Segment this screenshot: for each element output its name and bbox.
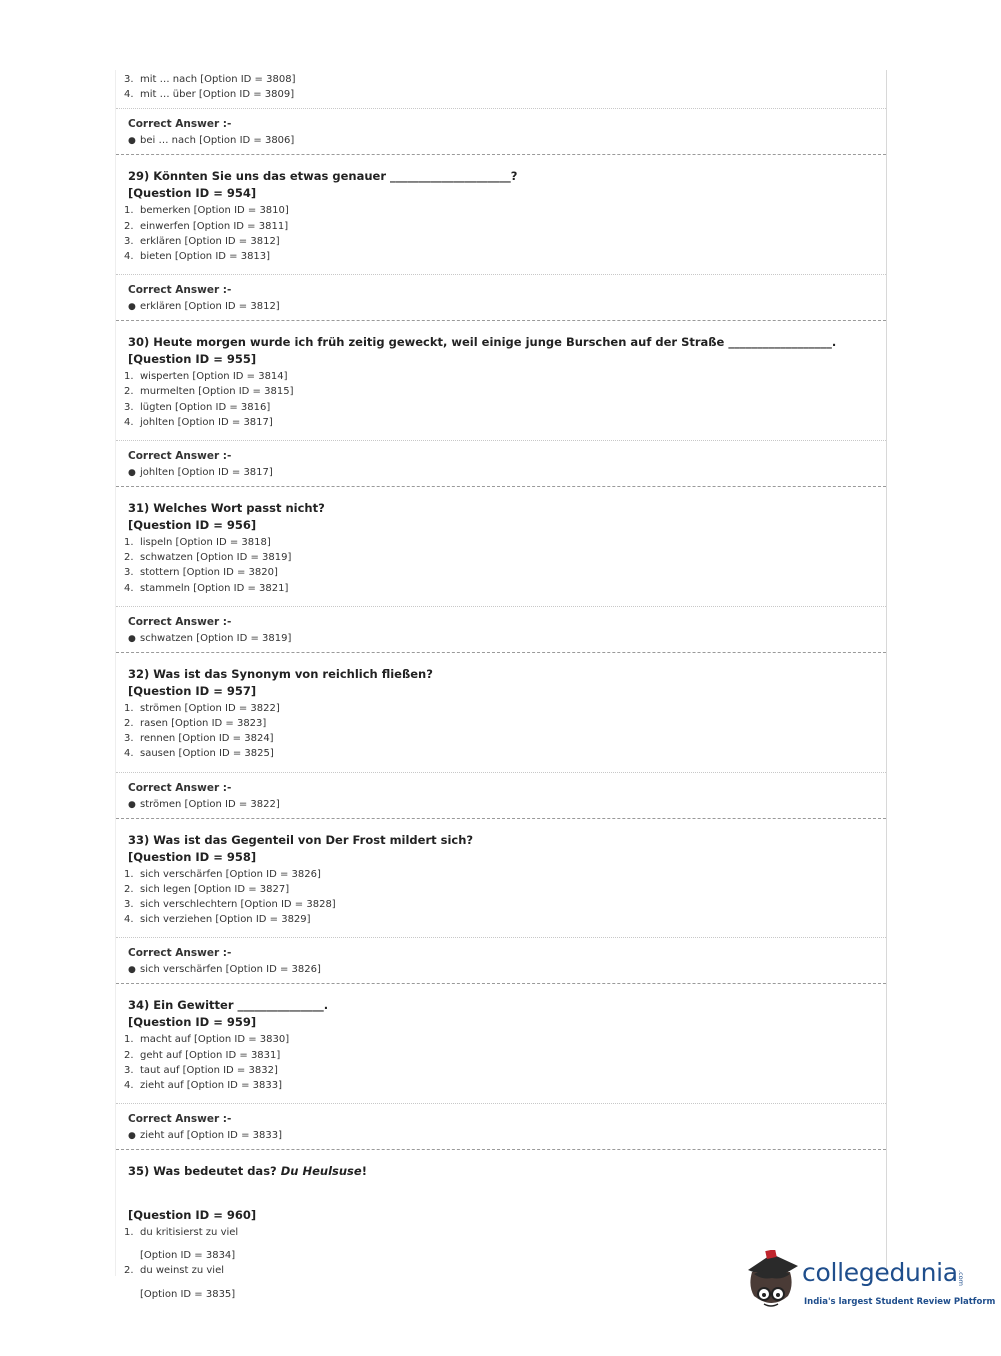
- correct-answer-label: Correct Answer :-: [128, 284, 232, 297]
- correct-answer-item: ● bei … nach [Option ID = 3806]: [128, 132, 886, 150]
- correct-answer-item: ● sich verschärfen [Option ID = 3826]: [128, 961, 886, 979]
- option-item: 1. du kritisierst zu viel: [124, 1227, 239, 1239]
- option-item: 2. murmelten [Option ID = 3815]: [124, 386, 294, 398]
- question-block: [116, 984, 886, 1097]
- option-item: 3. taut auf [Option ID = 3832]: [124, 1064, 278, 1076]
- question-block: [116, 819, 886, 932]
- question-block: [116, 653, 886, 766]
- option-item: 3. rennen [Option ID = 3824]: [124, 733, 274, 745]
- option-item: 4. zieht auf [Option ID = 3833]: [124, 1080, 282, 1092]
- question-block: [116, 487, 886, 600]
- option-item: 4. sich verziehen [Option ID = 3829]: [124, 914, 311, 926]
- question-text: 29) Könnten Sie uns das etwas genauer _____________________?: [128, 169, 518, 184]
- option-item: 4. johlten [Option ID = 3817]: [124, 416, 273, 428]
- carryover-options: [116, 70, 886, 102]
- correct-answer-block: [116, 108, 886, 154]
- correct-answer-item: ● johlten [Option ID = 3817]: [128, 464, 886, 482]
- logo-tagline: India's largest Student Review Platform: [804, 1297, 996, 1307]
- question-block: [116, 155, 886, 268]
- option-item: 2. geht auf [Option ID = 3831]: [124, 1049, 281, 1061]
- correct-answer-block: [116, 606, 886, 652]
- bullet-icon: ●: [128, 799, 136, 810]
- mascot-icon: [742, 1250, 804, 1316]
- option-id: [Option ID = 3834]: [140, 1250, 236, 1262]
- logo-domain: .com: [957, 1270, 965, 1286]
- question-text: 32) Was ist das Synonym von reichlich fließen?: [128, 666, 433, 681]
- option-item: 3. erklären [Option ID = 3812]: [124, 235, 280, 247]
- option-item: 1. macht auf [Option ID = 3830]: [124, 1034, 290, 1046]
- question-text: 30) Heute morgen wurde ich früh zeitig geweckt, weil einige junge Burschen auf der Straße __________________.: [128, 335, 837, 350]
- question-id: [Question ID = 957]: [128, 683, 257, 698]
- option-item: 2. rasen [Option ID = 3823]: [124, 718, 267, 730]
- bullet-icon: ●: [128, 633, 136, 644]
- option-item: 1. lispeln [Option ID = 3818]: [124, 537, 271, 549]
- correct-answer-label: Correct Answer :-: [128, 615, 232, 628]
- option-item: 3. stottern [Option ID = 3820]: [124, 567, 278, 579]
- correct-answer-item: ● zieht auf [Option ID = 3833]: [128, 1127, 886, 1145]
- bullet-icon: ●: [128, 965, 136, 976]
- option-item: 1. strömen [Option ID = 3822]: [124, 702, 280, 714]
- bullet-icon: ●: [128, 468, 136, 479]
- correct-answer-block: [116, 440, 886, 486]
- bullet-icon: ●: [128, 136, 136, 147]
- option-item: 4. mit … über [Option ID = 3809]: [124, 89, 295, 101]
- option-item: 2. einwerfen [Option ID = 3811]: [124, 220, 289, 232]
- option-item: 4. sausen [Option ID = 3825]: [124, 748, 274, 760]
- option-item: 3. sich verschlechtern [Option ID = 3828]: [124, 899, 336, 911]
- question-text: 33) Was ist das Gegenteil von Der Frost mildert sich?: [128, 832, 474, 847]
- question-id: [Question ID = 956]: [128, 518, 257, 533]
- correct-answer-item: ● strömen [Option ID = 3822]: [128, 796, 886, 814]
- correct-answer-block: [116, 772, 886, 818]
- option-id: [Option ID = 3835]: [140, 1288, 236, 1300]
- option-item: 2. du weinst zu viel: [124, 1265, 225, 1277]
- correct-answer-block: [116, 1103, 886, 1149]
- question-text: 31) Welches Wort passt nicht?: [128, 501, 325, 516]
- option-item: 4. stammeln [Option ID = 3821]: [124, 582, 289, 594]
- correct-answer-item: ● erklären [Option ID = 3812]: [128, 298, 886, 316]
- collegedunia-logo: [742, 1250, 996, 1320]
- bullet-icon: ●: [128, 302, 136, 313]
- option-item: 2. sich legen [Option ID = 3827]: [124, 883, 290, 895]
- option-item: 3. mit … nach [Option ID = 3808]: [124, 74, 296, 85]
- question-id: [Question ID = 960]: [128, 1208, 257, 1223]
- question-id: [Question ID = 958]: [128, 849, 257, 864]
- correct-answer-label: Correct Answer :-: [128, 781, 232, 794]
- question-id: [Question ID = 959]: [128, 1015, 257, 1030]
- correct-answer-label: Correct Answer :-: [128, 450, 232, 463]
- option-item: 1. wisperten [Option ID = 3814]: [124, 371, 288, 383]
- correct-answer-label: Correct Answer :-: [128, 1113, 232, 1126]
- question-id: [Question ID = 955]: [128, 352, 257, 367]
- correct-answer-label: Correct Answer :-: [128, 947, 232, 960]
- question-text: 34) Ein Gewitter _______________.: [128, 998, 329, 1013]
- option-item: 3. lügten [Option ID = 3816]: [124, 401, 271, 413]
- correct-answer-block: [116, 937, 886, 983]
- question-id: [Question ID = 954]: [128, 186, 257, 201]
- option-item: 1. sich verschärfen [Option ID = 3826]: [124, 868, 321, 880]
- correct-answer-block: [116, 274, 886, 320]
- question-block: [116, 321, 886, 434]
- bullet-icon: ●: [128, 1131, 136, 1142]
- option-item: 4. bieten [Option ID = 3813]: [124, 251, 271, 263]
- question-text: 35) Was bedeutet das? Du Heulsuse!: [128, 1164, 367, 1179]
- logo-wordmark: collegedunia: [802, 1258, 958, 1287]
- correct-answer-label: Correct Answer :-: [128, 118, 232, 131]
- option-item: 2. schwatzen [Option ID = 3819]: [124, 552, 292, 564]
- correct-answer-item: ● schwatzen [Option ID = 3819]: [128, 630, 886, 648]
- option-item: 1. bemerken [Option ID = 3810]: [124, 205, 289, 217]
